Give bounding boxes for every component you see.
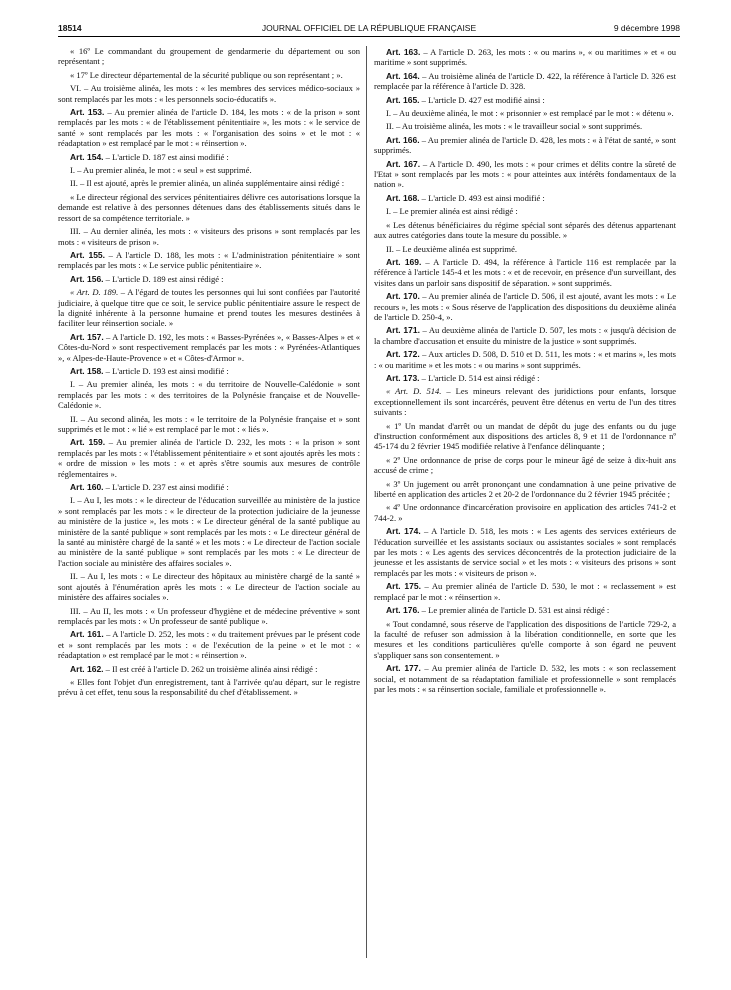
paragraph-text: – L'article D. 189 est ainsi rédigé :	[103, 273, 224, 284]
article-label: Art. 173.	[386, 372, 420, 383]
right-column	[374, 46, 676, 697]
paragraph	[58, 70, 360, 80]
paragraph-text: – A l'article D. 188, les mots : « L'administration pénitentiaire » sont remplacés par les mots : « Le service public pénitentiaire ».	[58, 249, 360, 271]
paragraph-text: – Au premier alinéa de l'article D. 530, le mot : « reclassement » est remplacé par le mot : « réinsertion ».	[374, 581, 676, 602]
article-label: Art. 154.	[70, 151, 104, 162]
paragraph-text: II. – Au second alinéa, les mots : « le territoire de la Polynésie française et » sont supprimés et le mot : « lié » est remplacé par le mot : « liés ».	[58, 413, 360, 434]
paragraph-text: « 2º Une ordonnance de prise de corps pour le mineur âgé de seize à dix-huit ans accusé de crime ;	[374, 454, 676, 476]
paragraph-text: – Le premier alinéa de l'article D. 531 est ainsi rédigé :	[419, 605, 610, 616]
paragraph	[374, 421, 676, 452]
paragraph-text: – Au premier alinéa de l'article D. 184, les mots : « de la prison » sont remplacés par les mots : « de l'établissement pénitentiaire », les mots : « le service de santé » sont remplacés par les mots : « l'organisation des soins » et le mot : « réadaptation » est remplacé par le mot : « réinsertion ».	[58, 107, 360, 149]
article-paragraph	[58, 274, 360, 284]
paragraph	[58, 165, 360, 175]
article-label: Art. 167.	[386, 158, 421, 169]
paragraph-text: – Au premier alinéa de l'article D. 532, les mots : « son reclassement social, et notamment de sa réadaptation familiale et professionnelle » sont remplacés par les mots : « sa réinsertion sociale, familiale et professionnelle ».	[374, 663, 676, 694]
paragraph	[374, 386, 676, 417]
paragraph-text: III. – Au II, les mots : « Un professeur d'hygiène et de médecine préventive » sont remplacés par les mots : « Un professeur de santé publique ».	[58, 605, 360, 626]
paragraph-text: I. – Au deuxième alinéa, le mot : « prisonnier » est remplacé par le mot : « détenu ».	[386, 108, 674, 119]
article-paragraph	[58, 332, 360, 363]
article-paragraph	[374, 663, 676, 694]
paragraph	[58, 226, 360, 247]
publication-date: 9 décembre 1998	[613, 23, 680, 33]
paragraph-text: II. – Il est ajouté, après le premier alinéa, un alinéa supplémentaire ainsi rédigé :	[70, 178, 345, 189]
paragraph-text: – L'article D. 493 est ainsi modifié :	[419, 192, 545, 203]
paragraph-text: I. – Au premier alinéa, les mots : « du territoire de Nouvelle-Calédonie » sont remplacés par les mots : « des territoires de la Polynésie française et de Nouvelle-Calédonie ».	[58, 379, 360, 411]
article-label: Art. 168.	[386, 192, 420, 203]
article-paragraph	[374, 71, 676, 92]
paragraph-text: – A l'article D. 494, la référence à l'article 116 est remplacée par la référence à l'article 145-4 et les mots : « et de recevoir, en présence d'un surveillant, des visites dans un parloir sans dispositif de séparation. » sont supprimés.	[374, 256, 676, 288]
paragraph	[58, 571, 360, 602]
article-label: Art. 165.	[386, 94, 420, 105]
article-paragraph	[374, 373, 676, 383]
article-paragraph	[374, 95, 676, 105]
article-paragraph	[374, 257, 676, 288]
article-label: Art. 158.	[70, 365, 104, 376]
paragraph	[58, 178, 360, 188]
paragraph	[374, 455, 676, 476]
paragraph-text: II. – Au I, les mots : « Le directeur des hôpitaux au ministère chargé de la santé » sont ajoutés à l'énumération après les mots : « Le directeur de l'action sociale au ministère des affaires sociales ».	[58, 571, 360, 603]
paragraph	[58, 414, 360, 435]
paragraph-text: – Au troisième alinéa de l'article D. 422, la référence à l'article D. 326 est remplacée par la référence à l'article D. 328.	[374, 70, 677, 92]
paragraph	[374, 121, 676, 131]
paragraph	[58, 46, 360, 67]
article-paragraph	[374, 47, 676, 68]
article-label: Art. 159.	[70, 437, 106, 448]
paragraph-text: II. – Au troisième alinéa, les mots : « le travailleur social » sont supprimés.	[386, 121, 643, 132]
paragraph	[58, 606, 360, 627]
paragraph-text: – A l'égard de toutes les personnes qui lui sont confiées par l'autorité judiciaire, à quelque titre que ce soit, le service public pénitentiaire assure le respect de la dignité inhérente à la personne humaine et prend toutes les mesures destinées à faciliter leur réinsertion sociale. »	[58, 287, 360, 329]
article-paragraph	[58, 664, 360, 674]
paragraph-text: I. – Le premier alinéa est ainsi rédigé :	[386, 206, 518, 217]
paragraph-text: – Il est créé à l'article D. 262 un troisième alinéa ainsi rédigé :	[103, 663, 318, 674]
article-label: Art. 175.	[386, 581, 421, 592]
paragraph-text: « 16º Le commandant du groupement de gendarmerie du département ou son représentant ;	[58, 46, 360, 67]
article-label: Art. 176.	[386, 605, 420, 616]
article-label: Art. 156.	[70, 273, 104, 284]
paragraph-text: – L'article D. 427 est modifié ainsi :	[419, 94, 545, 105]
paragraph	[374, 244, 676, 254]
article-reference: « Art. D. 514.	[386, 386, 442, 397]
paragraph	[374, 619, 676, 661]
paragraph	[374, 220, 676, 241]
paragraph	[374, 108, 676, 118]
article-label: Art. 153.	[70, 107, 105, 118]
paragraph-text: – Aux articles D. 508, D. 510 et D. 511, les mots : « et marins », les mots : « ou maritime » et les mots : « ou marins » sont supprimés.	[374, 349, 676, 370]
left-column	[58, 46, 360, 701]
paragraph-text: « 3º Un jugement ou arrêt prononçant une condamnation à une peine privative de liberté en application des articles 2 et 20-2 de l'ordonnance du 2 février 1945 précitée ;	[374, 478, 676, 500]
paragraph-text: « Les détenus bénéficiaires du régime spécial sont séparés des détenus appartenant aux autres catégories dans toute la mesure du possible. »	[374, 219, 676, 241]
article-label: Art. 174.	[386, 526, 421, 537]
article-paragraph	[58, 107, 360, 149]
article-paragraph	[58, 366, 360, 376]
paragraph-text: – Au premier alinéa de l'article D. 428, les mots : « à l'état de santé, » sont supprimés.	[374, 134, 676, 156]
paragraph-text: – A l'article D. 490, les mots : « pour crimes et délits contre la sûreté de l'Etat » sont remplacés par les mots : « pour atteintes aux intérêts fondamentaux de la nation ».	[374, 158, 676, 190]
paragraph	[374, 206, 676, 216]
article-paragraph	[58, 250, 360, 271]
paragraph-text: – A l'article D. 518, les mots : « Les agents des services extérieurs de l'éducation surveillée et les assistants sociaux ou assistantes sociales » sont remplacés par les mots : « Les agents des services déconcentrés de la protection judiciaire de la jeunesse et les assistants de service social » et les mots : « visiteurs des prisons » sont remplacés par les mots : « visiteurs de prison ».	[374, 526, 676, 578]
article-paragraph	[374, 581, 676, 602]
paragraph-text: « 17º Le directeur départemental de la sécurité publique ou son représentant ; ».	[70, 69, 343, 80]
article-paragraph	[58, 152, 360, 162]
article-label: Art. 170.	[386, 291, 420, 302]
article-paragraph	[58, 482, 360, 492]
article-paragraph	[374, 526, 676, 578]
paragraph	[58, 495, 360, 568]
paragraph-text: – A l'article D. 263, les mots : « ou marins », « ou maritimes » et « ou maritime » sont supprimés.	[374, 47, 676, 68]
article-label: Art. 164.	[386, 70, 420, 81]
article-label: Art. 163.	[386, 47, 421, 57]
paragraph-text: I. – Au I, les mots : « le directeur de l'éducation surveillée au ministère de la justice » sont remplacés par les mots : « le directeur de la protection judiciaire de la jeunesse au ministère de la justice », les mots : « Le directeur général de la santé publique au ministère de la santé publique » sont remplacés par les mots : « Le directeur général de la santé au ministère chargé de la santé » et les mots : « Le directeur de l'action sociale au ministère de la santé publique » sont remplacés par les mots : « Le directeur de l'action sociale au ministère des affaires sociales ».	[58, 495, 360, 568]
article-paragraph	[58, 629, 360, 660]
article-paragraph	[374, 605, 676, 615]
article-label: Art. 169.	[386, 256, 422, 267]
article-paragraph	[374, 325, 676, 346]
paragraph-text: II. – Le deuxième alinéa est supprimé.	[386, 243, 518, 254]
article-label: Art. 177.	[386, 663, 421, 674]
article-label: Art. 166.	[386, 134, 420, 145]
paragraph-text: – A l'article D. 192, les mots : « Basses-Pyrénées », « Basses-Alpes » et « Côtes-du-Nord » sont respectivement remplacés par les mots : « Pyrénées-Atlantiques », « Alpes-de-Haute-Provence » et « Côtes-d'Armor ».	[58, 331, 361, 363]
paragraph	[374, 502, 676, 523]
page-number: 18514	[58, 23, 82, 33]
article-paragraph	[374, 193, 676, 203]
paragraph-text: – Au premier alinéa de l'article D. 506, il est ajouté, avant les mots : « Le recours », les mots : « Sous réserve de l'application des dispositions du deuxième alinéa de l'article D. 250-4, ».	[374, 291, 676, 322]
paragraph-text: – Au premier alinéa de l'article D. 232, les mots : « la prison » sont remplacés par les mots : « l'établissement pénitentiaire » et sont ajoutés après les mots : « ordre de mission » les mots : « et après s'être soumis aux mesures de contrôle réglementaires ».	[58, 437, 360, 479]
article-label: Art. 172.	[386, 349, 420, 360]
paragraph-text: VI. – Au troisième alinéa, les mots : « les membres des services médico-sociaux » sont remplacés par les mots : « les personnels socio-éducatifs ».	[58, 83, 360, 104]
paragraph-text: « Tout condamné, sous réserve de l'application des dispositions de l'article 729-2, a la faculté de refuser son admission à la libération conditionnelle, en sorte que les mesures et les conditions particulières qu'elle comporte à son égard ne peuvent s'appliquer sans son consentement. »	[374, 618, 676, 660]
paragraph-text: – Les mineurs relevant des juridictions pour enfants, lorsque exceptionnellement ils sont incarcérés, peuvent être détenus en vertu de l'un des titres suivants :	[374, 386, 676, 418]
paragraph	[374, 479, 676, 500]
paragraph-text: « Elles font l'objet d'un enregistrement, tant à l'arrivée qu'au départ, sur le registre prévu à cet effet, tenu sous la responsabilité du chef d'établissement. »	[58, 676, 360, 698]
article-label: Art. 161.	[70, 629, 104, 640]
paragraph-text: – L'article D. 514 est ainsi rédigé :	[419, 372, 540, 383]
paragraph-text: « 4º Une ordonnance d'incarcération provisoire en application des articles 741-2 et 744-2. »	[374, 502, 676, 523]
article-paragraph	[374, 135, 676, 156]
article-label: Art. 162.	[70, 663, 104, 674]
paragraph	[58, 677, 360, 698]
article-label: Art. 157.	[70, 331, 104, 342]
paragraph-text: « Le directeur régional des services pénitentiaires délivre ces autorisations lorsque la demande est relative à des personnes détenues dans des établissements situés dans le ressort de sa compétence territoriale. »	[58, 191, 360, 223]
paragraph-text: « 1º Un mandat d'arrêt ou un mandat de dépôt du juge des enfants ou du juge d'instruction conformément aux dispositions des articles 8, 9 et 11 de l'ordonnance nº 45-174 du 2 février 1945 modifiée relative à l'enfance délinquante ;	[374, 420, 676, 452]
paragraph	[58, 287, 360, 329]
paragraph	[58, 192, 360, 223]
paragraph-text: – L'article D. 193 est ainsi modifié :	[103, 365, 229, 376]
article-paragraph	[58, 437, 360, 479]
paragraph	[58, 379, 360, 410]
article-label: Art. 155.	[70, 249, 106, 260]
article-paragraph	[374, 349, 676, 370]
page-header	[58, 22, 680, 37]
article-label: Art. 171.	[386, 325, 420, 336]
paragraph-text: – Au deuxième alinéa de l'article D. 507, les mots : « jusqu'à décision de la chambre d'accusation et ensuite du ministre de la justice » sont supprimés.	[374, 325, 676, 346]
paragraph-text: III. – Au dernier alinéa, les mots : « visiteurs des prisons » sont remplacés par les mots : « visiteurs de prison ».	[58, 226, 360, 247]
column-divider	[366, 46, 367, 958]
paragraph-text: – L'article D. 237 est ainsi modifié :	[103, 482, 229, 493]
article-paragraph	[374, 291, 676, 322]
paragraph	[58, 83, 360, 104]
article-label: Art. 160.	[70, 482, 104, 493]
paragraph-text: – A l'article D. 252, les mots : « du traitement prévues par le présent code et » sont remplacés par les mots : « de l'exécution de la peine » et le mot : « réadaptation » est remplacé par le mot : « réinsertion ».	[58, 629, 361, 661]
journal-title: JOURNAL OFFICIEL DE LA RÉPUBLIQUE FRANÇAISE	[261, 23, 477, 33]
paragraph-text: – L'article D. 187 est ainsi modifié :	[103, 151, 229, 162]
paragraph-text: I. – Au premier alinéa, le mot : « seul » est supprimé.	[70, 165, 252, 176]
article-paragraph	[374, 159, 676, 190]
article-reference: « Art. D. 189.	[70, 287, 119, 298]
